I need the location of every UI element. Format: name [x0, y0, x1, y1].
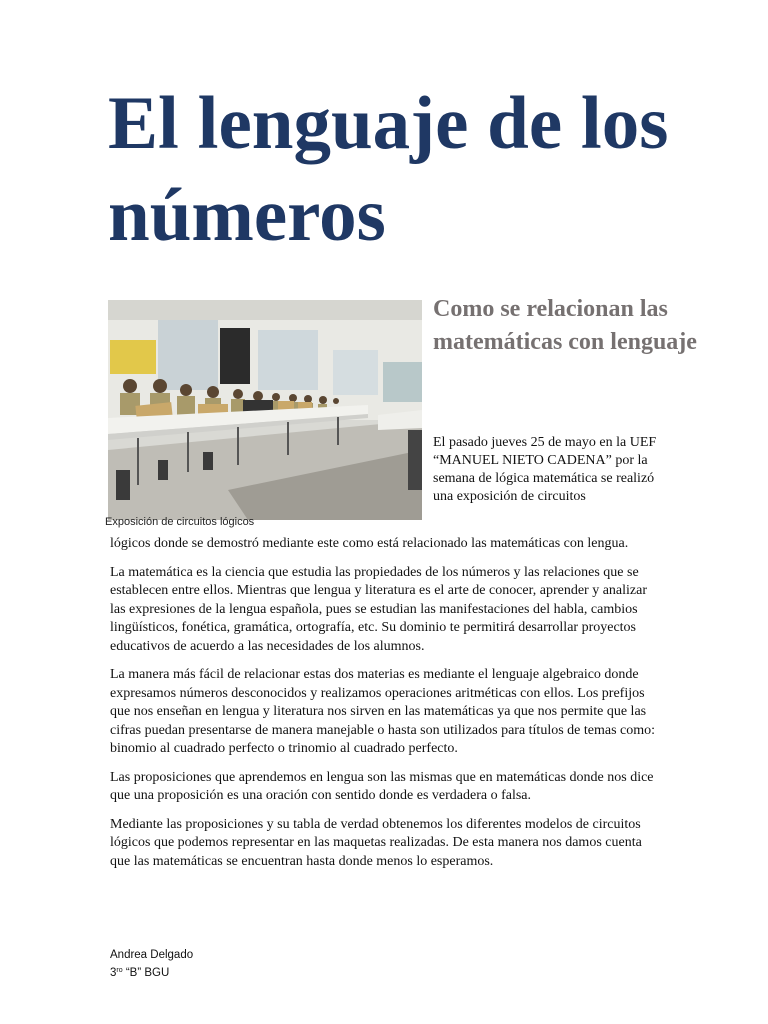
author-name: Andrea Delgado: [110, 949, 194, 961]
classroom-photo: [108, 300, 422, 520]
article-title: El lenguaje de los números: [108, 82, 669, 257]
body-paragraph: Las proposiciones que aprendemos en lengua son las mismas que en matemáticas donde nos dice que una proposición es una oración con sentido donde es verdadera o falsa.: [110, 769, 654, 803]
author-grade: $3^{ro}$ “B” BGU: [110, 967, 170, 979]
lead-continuation: lógicos donde se demostró mediante este como está relacionado las matemáticas con lengua.: [110, 536, 629, 551]
photo-caption: Exposición de circuitos lógicos: [105, 516, 255, 528]
lead-paragraph: El pasado jueves 25 de mayo en la UEF “MANUEL NIETO CADENA” por la semana de lógica matemática se realizó una exposición de circuitos: [433, 435, 657, 504]
body-paragraph: Mediante las proposiciones y su tabla de verdad obtenemos los diferentes modelos de circuitos lógicos que podemos representar en las maquetas realizadas. De esta manera nos damos cuenta que las matemáticas se encuentran hasta donde menos lo esperamos.: [110, 816, 642, 869]
author-block: [110, 947, 193, 981]
article-subtitle: Como se relacionan las matemáticas con lenguaje: [433, 296, 697, 355]
article-body: [110, 535, 662, 881]
body-paragraph: La manera más fácil de relacionar estas dos materias es mediante el lenguaje algebraico donde expresamos números desconocidos y realizamos operaciones aritméticas con ellos. Los prefijos que nos enseñan en lengua y literatura nos sirven en las matemáticas ya que nos permite que las cifras puedan presentarse de manera manejable o hasta son utilizados para títulos de temas como: binomio al cuadrado perfecto o trinomio al cuadrado perfecto.: [110, 667, 656, 756]
body-paragraph: La matemática es la ciencia que estudia las propiedades de los números y las relaciones que se establecen entre ellos. Mientras que lengua y literatura es el arte de conocer, aprender y analizar las expresiones de la lengua española, pues se estudian las manifestaciones del habla, cambios lingüísticos, fonética, gramática, ortografía, etc. Su dominio te permitirá desarrollar proyectos educativos de acuerdo a las necesidades de los alumnos.: [110, 564, 648, 654]
